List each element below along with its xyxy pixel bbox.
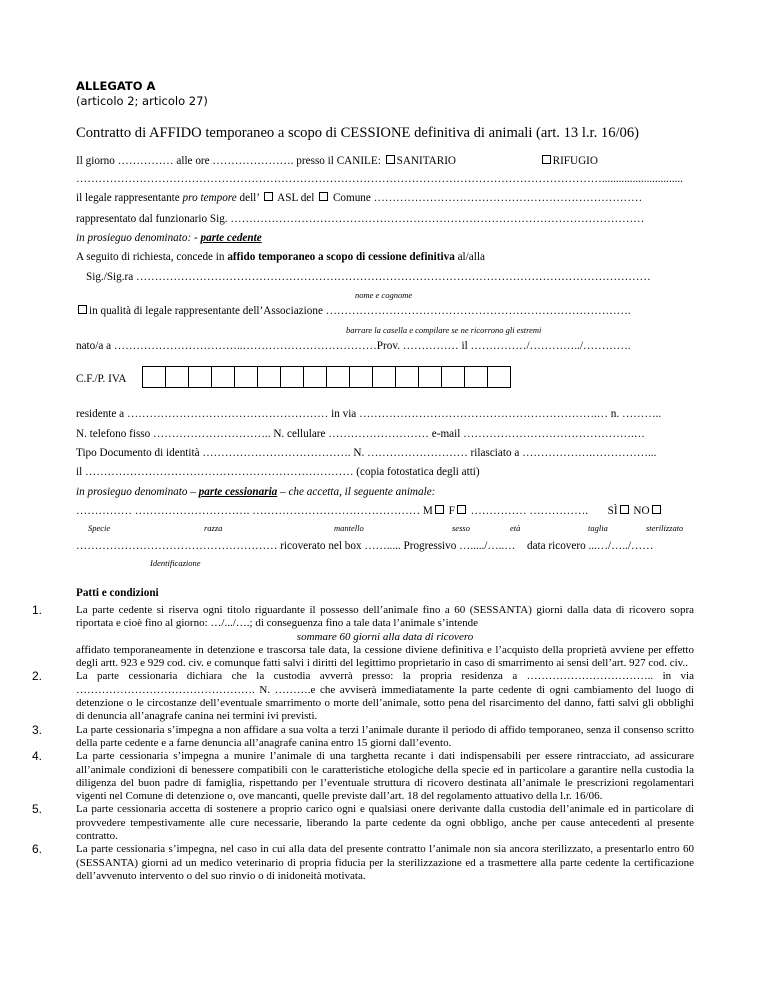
nato-line: nato/a a ……………………………..………………………………Prov. …………… il ……………/…………../…………. (76, 340, 631, 352)
caption-sterilizzato: sterilizzato (646, 523, 684, 533)
prosieguo-cessionaria: in prosieguo denominato – parte cessionaria – che accetta, il seguente animale: (76, 486, 436, 498)
date-canile-line: Il giorno …………… alle ore …………………. presso il CANILE: SANITARIO RIFUGIO (76, 155, 598, 167)
clause-5: 5. La parte cessionaria accetta di sostenere a proprio carico ogni e qualsiasi onere derivante dalla custodia dell’animale ed in particolare di provvedere tempestivamente alle cure necessarie, liberando la parte cedente da ogni obbligo, anche per cause antecedenti al presente contratto. (32, 802, 694, 843)
caption-taglia: taglia (588, 523, 608, 533)
articoli-label: (articolo 2; articolo 27) (76, 94, 208, 108)
caption-eta: età (510, 523, 521, 533)
patti-heading: Patti e condizioni (76, 587, 159, 599)
rappresentato-line: rappresentato dal funzionario Sig. ………………………………………………………………………………………………… (76, 213, 645, 225)
telefono-line: N. telefono fisso ………………………….. N. cellulare ……………………… e-mail ……………………………………….… (76, 428, 645, 440)
rifugio-label: RIFUGIO (552, 155, 598, 167)
associazione-checkbox[interactable] (78, 305, 87, 314)
clauses-list (18, 604, 694, 883)
caption-specie: Specie (88, 523, 111, 533)
sterilizzato-no-checkbox[interactable] (652, 505, 661, 514)
caption-sesso: sesso (452, 523, 470, 533)
residente-line: residente a ……………………………………………… in via ……………………………………………………….… n. ……….. (76, 408, 662, 420)
associazione-line: in qualità di legale rappresentante dell’Associazione ………………………………………………………………………. (76, 304, 694, 318)
allegato-label: ALLEGATO A (76, 79, 156, 93)
richiesta-line: A seguito di richiesta, concede in affido temporaneo a scopo di cessione definitiva al/alla (76, 251, 485, 263)
maschio-checkbox[interactable] (435, 505, 444, 514)
dots-line: ……………………………………………………………………………………………………………………………............................. (76, 173, 683, 185)
caption-razza: razza (204, 523, 223, 533)
sanitario-checkbox[interactable] (386, 155, 395, 164)
asl-checkbox[interactable] (264, 192, 273, 201)
clause-2: 2. La parte cessionaria dichiara che la custodia avverrà presso: la propria residenza a …………………………….. in via …………………………………………. N. ……….e che avviserà immediatamente la parte cedente di ogni cambiamento del luogo di detenzione o le circostanze dell’eventuale smarrimento o morte dell’animale, sotto pena del risarcimento del danno, fatti salvi gli obblighi di denuncia all’anagrafe canina nei termini ivi previsti. (32, 669, 694, 723)
clause-3: 3. La parte cessionaria s’impegna a non affidare a sua volta a terzi l’animale durante il periodo di affido temporaneo, senza il consenso scritto della parte cedente e a farne denuncia all’anagrafe canina entro 15 giorni dall’evento. (32, 722, 694, 749)
rifugio-checkbox[interactable] (542, 155, 551, 164)
legale-line: il legale rappresentante pro tempore dell’ ASL del Comune ……………………………………………………………… (76, 192, 643, 204)
comune-checkbox[interactable] (319, 192, 328, 201)
sig-line: Sig./Sig.ra ………………………………………………………………………………………………………………………… (86, 271, 651, 283)
caption-barrare: barrare la casella e compilare se ne ricorrono gli estremi (346, 325, 542, 335)
prosieguo-cedente: in prosieguo denominato: - parte cedente (76, 232, 262, 244)
document-title: Contratto di AFFIDO temporaneo a scopo di CESSIONE definitiva di animali (art. 13 l.r. 16/06) (76, 125, 639, 141)
ricoverato-line: ……………………………………………… ricoverato nel box ……..... Progressivo …...../…..… data ricovero ...…/…../…… (76, 540, 654, 552)
clause-4: 4. La parte cessionaria s’impegna a munire l’animale di una targhetta recante i dati indispensabili per essere rintracciato, ad assicurare all’animale condizioni di benessere compatibili con le caratteristiche etologiche della specie ed in particolare a garantire nella custodia la diligenza del buon padre di famiglia, rispettando per l’eventuale struttura di ricovero destinata all’animale le prescrizioni regolamentari vigenti nel Comune di detenzione o, ove mancanti, quelle previste dall’art. 18 del regolamento attuativo della l.r. 16/06. (32, 749, 694, 803)
documento-line: Tipo Documento di identità …………………………………. N. ……………………… rilasciato a ……………….……………... (76, 447, 657, 459)
cf-label: C.F./P. IVA (76, 373, 127, 385)
cf-input-grid[interactable] (142, 366, 511, 388)
clause-6: 6. La parte cessionaria s’impegna, nel caso in cui alla data del presente contratto l’animale non sia ancora sterilizzato, a presentarlo entro 60 (SESSANTA) giorni ad un medico veterinario di propria fiducia per la sterilizzazione ed a trasmettere alla parte cedente la certificazione dell’avvenuto intervento o del suo rinvio o di inidoneità motivata. (32, 842, 694, 882)
caption-mantello: mantello (334, 523, 364, 533)
femmina-checkbox[interactable] (457, 505, 466, 514)
il-line: il ……………………………………………………………… (copia fotostatica degli atti) (76, 466, 480, 478)
animal-line: …………… …………………………. ……………………………………… M F …………… ……………. SÌ NO (76, 504, 694, 518)
caption-identificazione: Identificazione (150, 558, 201, 568)
sterilizzato-si-checkbox[interactable] (620, 505, 629, 514)
caption-nome-cognome: nome e cognome (355, 290, 413, 300)
clause-1: 1. La parte cedente si riserva ogni titolo riguardante il possesso dell’animale fino a 60 (SESSANTA) giorni dalla data di ricovero sopra riportata e cioè fino al giorno: …/.../….; di conseguenza fino a tale data l’animale s’intende sommare 60 giorni alla data di ricovero affidato temporaneamente in detenzione e trascorsa tale data, la cessione diviene definitiva e l’acquisto della proprietà avviene per effetto degli artt. 923 e 929 cod. civ. e comunque fatti salvi i diritti del legittimo proprietario in caso di smarrimento ai sensi dell’art. 927 cod. civ.. (32, 603, 694, 670)
sanitario-label: SANITARIO (396, 155, 457, 167)
